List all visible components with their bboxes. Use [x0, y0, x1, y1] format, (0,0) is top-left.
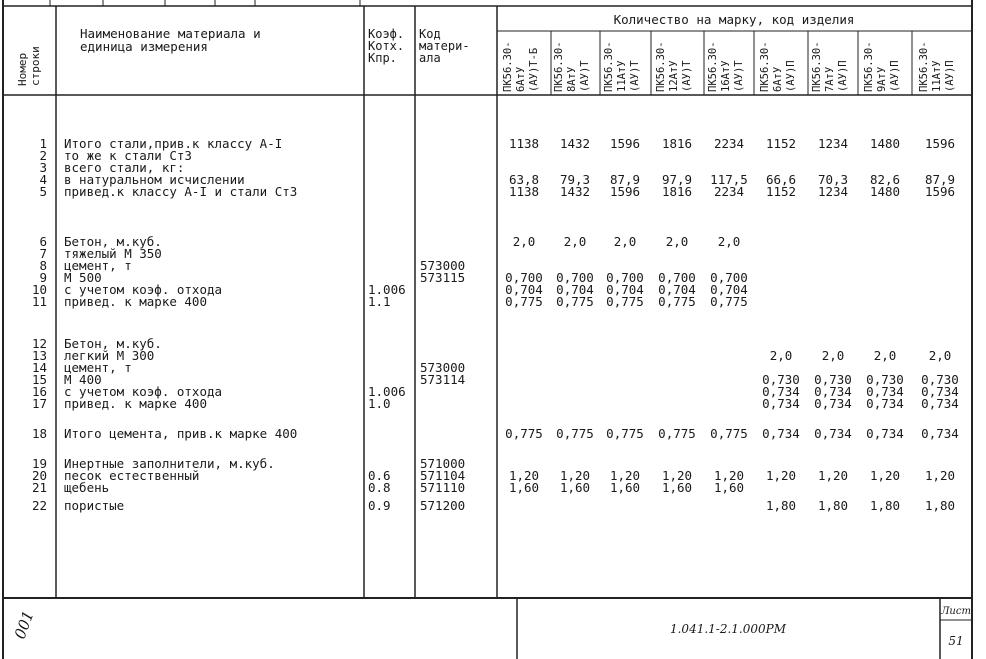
- row-value: 82,6: [869, 172, 901, 187]
- row-number: 16: [31, 384, 47, 399]
- row-value: 87,9: [924, 172, 956, 187]
- row-value: 1816: [661, 184, 693, 199]
- row-value: 63,8: [508, 172, 540, 187]
- row-name: Бетон, м.куб.: [64, 234, 162, 249]
- product-code-label: ПК56.30-: [603, 41, 615, 92]
- row-value: 1234: [817, 184, 849, 199]
- row-value: 2234: [713, 136, 745, 151]
- row-value: 1,20: [661, 468, 693, 483]
- row-material-code: 573115: [420, 270, 466, 285]
- row-name: Бетон, м.куб.: [64, 336, 162, 351]
- row-value: 0,734: [921, 396, 959, 411]
- row-value: 0,734: [921, 426, 959, 441]
- row-value: 1152: [765, 184, 797, 199]
- row-number: 9: [39, 270, 47, 285]
- row-number: 10: [31, 282, 47, 297]
- coef-column-title: Коэф.: [368, 27, 405, 41]
- document-code: 1.041.1-2.1.000РМ: [669, 622, 787, 636]
- row-material-code: 573000: [420, 360, 466, 375]
- row-value: 0,734: [762, 426, 800, 441]
- product-code-label: (АУ)Т: [681, 60, 693, 92]
- row-name: с учетом коэф. отхода: [64, 384, 223, 399]
- row-value: 0,775: [505, 294, 543, 309]
- row-value: 1,60: [661, 480, 693, 495]
- row-name: тяжелый М 350: [64, 246, 162, 261]
- row-value: 0,734: [814, 396, 852, 411]
- row-value: 79,3: [559, 172, 591, 187]
- row-name: легкий М 300: [64, 348, 155, 363]
- row-value: 2,0: [928, 348, 952, 363]
- row-name: Инертные заполнители, м.куб.: [64, 456, 275, 471]
- row-name: цемент, т: [64, 258, 132, 273]
- row-coefficient: 0.9: [368, 498, 391, 513]
- row-number: 21: [31, 480, 47, 495]
- row-value: 0,730: [921, 372, 959, 387]
- row-value: 0,734: [762, 384, 800, 399]
- product-code-label: (АУ)П: [944, 60, 956, 92]
- row-value: 0,775: [658, 426, 696, 441]
- row-number: 13: [31, 348, 47, 363]
- row-value: 0,730: [814, 372, 852, 387]
- row-value: 1152: [765, 136, 797, 151]
- product-code-label: 6АтУ: [515, 66, 527, 92]
- row-number-title-2: строки: [29, 46, 42, 86]
- row-value: 0,704: [658, 282, 696, 297]
- row-value: 1816: [661, 136, 693, 151]
- row-value: 1,20: [869, 468, 901, 483]
- product-code-label: 8АтУ: [566, 66, 578, 92]
- row-value: 0,704: [606, 282, 644, 297]
- row-number: 12: [31, 336, 47, 351]
- row-value: 1596: [924, 136, 956, 151]
- row-value: 1480: [869, 184, 901, 199]
- row-coefficient: 1.006: [368, 282, 406, 297]
- row-name: цемент, т: [64, 360, 132, 375]
- row-value: 0,704: [710, 282, 748, 297]
- row-value: 1138: [508, 136, 540, 151]
- row-material-code: 571110: [420, 480, 466, 495]
- row-material-code: 571000: [420, 456, 466, 471]
- row-number: 22: [31, 498, 47, 513]
- product-code-label: ПК56.30-: [553, 41, 565, 92]
- row-value: 0,734: [814, 384, 852, 399]
- row-value: 0,734: [814, 426, 852, 441]
- product-code-label: (АУ)Т: [629, 60, 641, 92]
- row-value: 0,700: [658, 270, 696, 285]
- row-value: 0,700: [710, 270, 748, 285]
- product-code-label: ПК56.30-: [502, 41, 514, 92]
- row-value: 1,80: [924, 498, 956, 513]
- row-value: 1,60: [713, 480, 745, 495]
- code-column-title-2: матери-: [419, 39, 470, 53]
- row-value: 1,60: [559, 480, 591, 495]
- coef-column-title-2: Котх.: [368, 39, 405, 53]
- row-name: всего стали, кг:: [64, 160, 185, 175]
- product-code-label: (АУ)Т-Б: [528, 47, 540, 92]
- row-value: 0,775: [606, 294, 644, 309]
- row-number: 19: [31, 456, 47, 471]
- row-name: в натуральном исчислении: [64, 172, 245, 187]
- product-code-label: ПК56.30-: [811, 41, 823, 92]
- code-column-title-3: ала: [419, 51, 441, 65]
- row-coefficient: 0.8: [368, 480, 391, 495]
- row-coefficient: 1.006: [368, 384, 406, 399]
- row-value: 1596: [924, 184, 956, 199]
- archive-number: 001: [10, 608, 38, 642]
- code-column-title: Код: [419, 27, 441, 41]
- row-value: 1596: [609, 136, 641, 151]
- product-code-label: 11АтУ: [616, 60, 628, 92]
- row-name: пористые: [64, 498, 125, 513]
- row-value: 1596: [609, 184, 641, 199]
- row-value: 1,20: [924, 468, 956, 483]
- row-number: 4: [39, 172, 47, 187]
- row-name: Итого стали,прив.к классу А-I: [64, 136, 283, 151]
- row-number: 20: [31, 468, 47, 483]
- row-value: 0,775: [658, 294, 696, 309]
- row-number: 11: [31, 294, 47, 309]
- row-number: 17: [31, 396, 47, 411]
- product-code-label: (АУ)П: [837, 60, 849, 92]
- row-number: 6: [39, 234, 47, 249]
- product-code-label: 16АтУ: [720, 60, 732, 92]
- row-value: 2,0: [563, 234, 587, 249]
- product-code-label: (АУ)Т: [579, 60, 591, 92]
- row-value: 1,20: [765, 468, 797, 483]
- name-column-title-2: единица измерения: [80, 39, 208, 54]
- row-value: 2,0: [821, 348, 845, 363]
- row-value: 0,734: [866, 396, 904, 411]
- row-name: с учетом коэф. отхода: [64, 282, 223, 297]
- table-body: [32, 136, 959, 513]
- row-value: 0,734: [921, 384, 959, 399]
- row-name: то же к стали Ст3: [64, 148, 192, 163]
- row-value: 1,20: [817, 468, 849, 483]
- row-value: 0,734: [866, 426, 904, 441]
- product-code-label: ПК56.30-: [918, 41, 930, 92]
- row-value: 0,704: [556, 282, 594, 297]
- sheet-number: 51: [948, 634, 964, 648]
- row-value: 87,9: [609, 172, 641, 187]
- row-value: 0,775: [505, 426, 543, 441]
- product-code-label: (АУ)Т: [733, 60, 745, 92]
- product-code-label: (АУ)П: [785, 60, 797, 92]
- row-coefficient: 1.1: [368, 294, 391, 309]
- product-code-label: 12АтУ: [668, 60, 680, 92]
- row-value: 1,20: [559, 468, 591, 483]
- row-number: 2: [39, 148, 47, 163]
- row-value: 1,60: [508, 480, 540, 495]
- row-value: 1,60: [609, 480, 641, 495]
- product-headers: [502, 41, 956, 92]
- row-value: 0,734: [866, 384, 904, 399]
- row-name: щебень: [64, 480, 110, 495]
- product-code-label: 7АтУ: [824, 66, 836, 92]
- row-material-code: 573000: [420, 258, 466, 273]
- row-value: 0,730: [762, 372, 800, 387]
- sheet-label: Лист: [941, 606, 971, 617]
- row-number: 1: [39, 136, 47, 151]
- row-value: 0,734: [762, 396, 800, 411]
- product-code-label: ПК56.30-: [863, 41, 875, 92]
- row-name: песок естественный: [64, 468, 200, 483]
- row-name: привед. к марке 400: [64, 396, 207, 411]
- name-column-title: Наименование материала и: [80, 26, 261, 41]
- quantity-title: Количество на марку, код изделия: [613, 12, 855, 27]
- row-name: М 500: [64, 270, 102, 285]
- row-value: 1480: [869, 136, 901, 151]
- row-value: 0,775: [710, 426, 748, 441]
- product-code-label: (АУ)П: [889, 60, 901, 92]
- row-value: 1,80: [765, 498, 797, 513]
- row-value: 2,0: [512, 234, 536, 249]
- row-value: 0,700: [606, 270, 644, 285]
- row-number: 7: [39, 246, 47, 261]
- product-code-label: ПК56.30-: [707, 41, 719, 92]
- row-name: привед. к марке 400: [64, 294, 207, 309]
- row-number: 3: [39, 160, 47, 175]
- product-code-label: 6АтУ: [772, 66, 784, 92]
- row-value: 1432: [559, 136, 591, 151]
- row-value: 0,704: [505, 282, 543, 297]
- product-code-label: ПК56.30-: [759, 41, 771, 92]
- row-name: привед.к классу А-I и стали Ст3: [64, 184, 298, 199]
- coef-column-title-3: Кпр.: [368, 51, 397, 65]
- product-code-label: 9АтУ: [876, 66, 888, 92]
- row-value: 2,0: [613, 234, 637, 249]
- row-coefficient: 1.0: [368, 396, 391, 411]
- row-number-title: Номер: [16, 52, 29, 86]
- row-value: 1432: [559, 184, 591, 199]
- row-coefficient: 0.6: [368, 468, 391, 483]
- row-value: 117,5: [710, 172, 748, 187]
- title-block: [11, 606, 971, 648]
- row-value: 1,20: [713, 468, 745, 483]
- row-value: 1234: [817, 136, 849, 151]
- row-value: 0,700: [556, 270, 594, 285]
- product-code-label: ПК56.30-: [655, 41, 667, 92]
- product-code-label: 11АтУ: [931, 60, 943, 92]
- row-value: 1,80: [869, 498, 901, 513]
- row-number: 15: [31, 372, 47, 387]
- row-value: 2,0: [665, 234, 689, 249]
- row-value: 2,0: [717, 234, 741, 249]
- row-value: 66,6: [765, 172, 797, 187]
- row-number: 14: [31, 360, 47, 375]
- row-number: 8: [39, 258, 47, 273]
- row-value: 97,9: [661, 172, 693, 187]
- row-number: 5: [39, 184, 47, 199]
- row-value: 2,0: [769, 348, 793, 363]
- row-value: 0,775: [606, 426, 644, 441]
- row-value: 1,80: [817, 498, 849, 513]
- row-name: Итого цемента, прив.к марке 400: [64, 426, 298, 441]
- row-number: 18: [31, 426, 47, 441]
- row-material-code: 573114: [420, 372, 466, 387]
- row-material-code: 571104: [420, 468, 466, 483]
- row-value: 0,775: [710, 294, 748, 309]
- row-value: 0,775: [556, 426, 594, 441]
- row-value: 2,0: [873, 348, 897, 363]
- row-value: 70,3: [817, 172, 849, 187]
- row-material-code: 571200: [420, 498, 466, 513]
- row-value: 1138: [508, 184, 540, 199]
- row-value: 0,700: [505, 270, 543, 285]
- row-value: 1,20: [609, 468, 641, 483]
- row-value: 0,730: [866, 372, 904, 387]
- row-name: М 400: [64, 372, 102, 387]
- row-value: 1,20: [508, 468, 540, 483]
- row-value: 0,775: [556, 294, 594, 309]
- row-value: 2234: [713, 184, 745, 199]
